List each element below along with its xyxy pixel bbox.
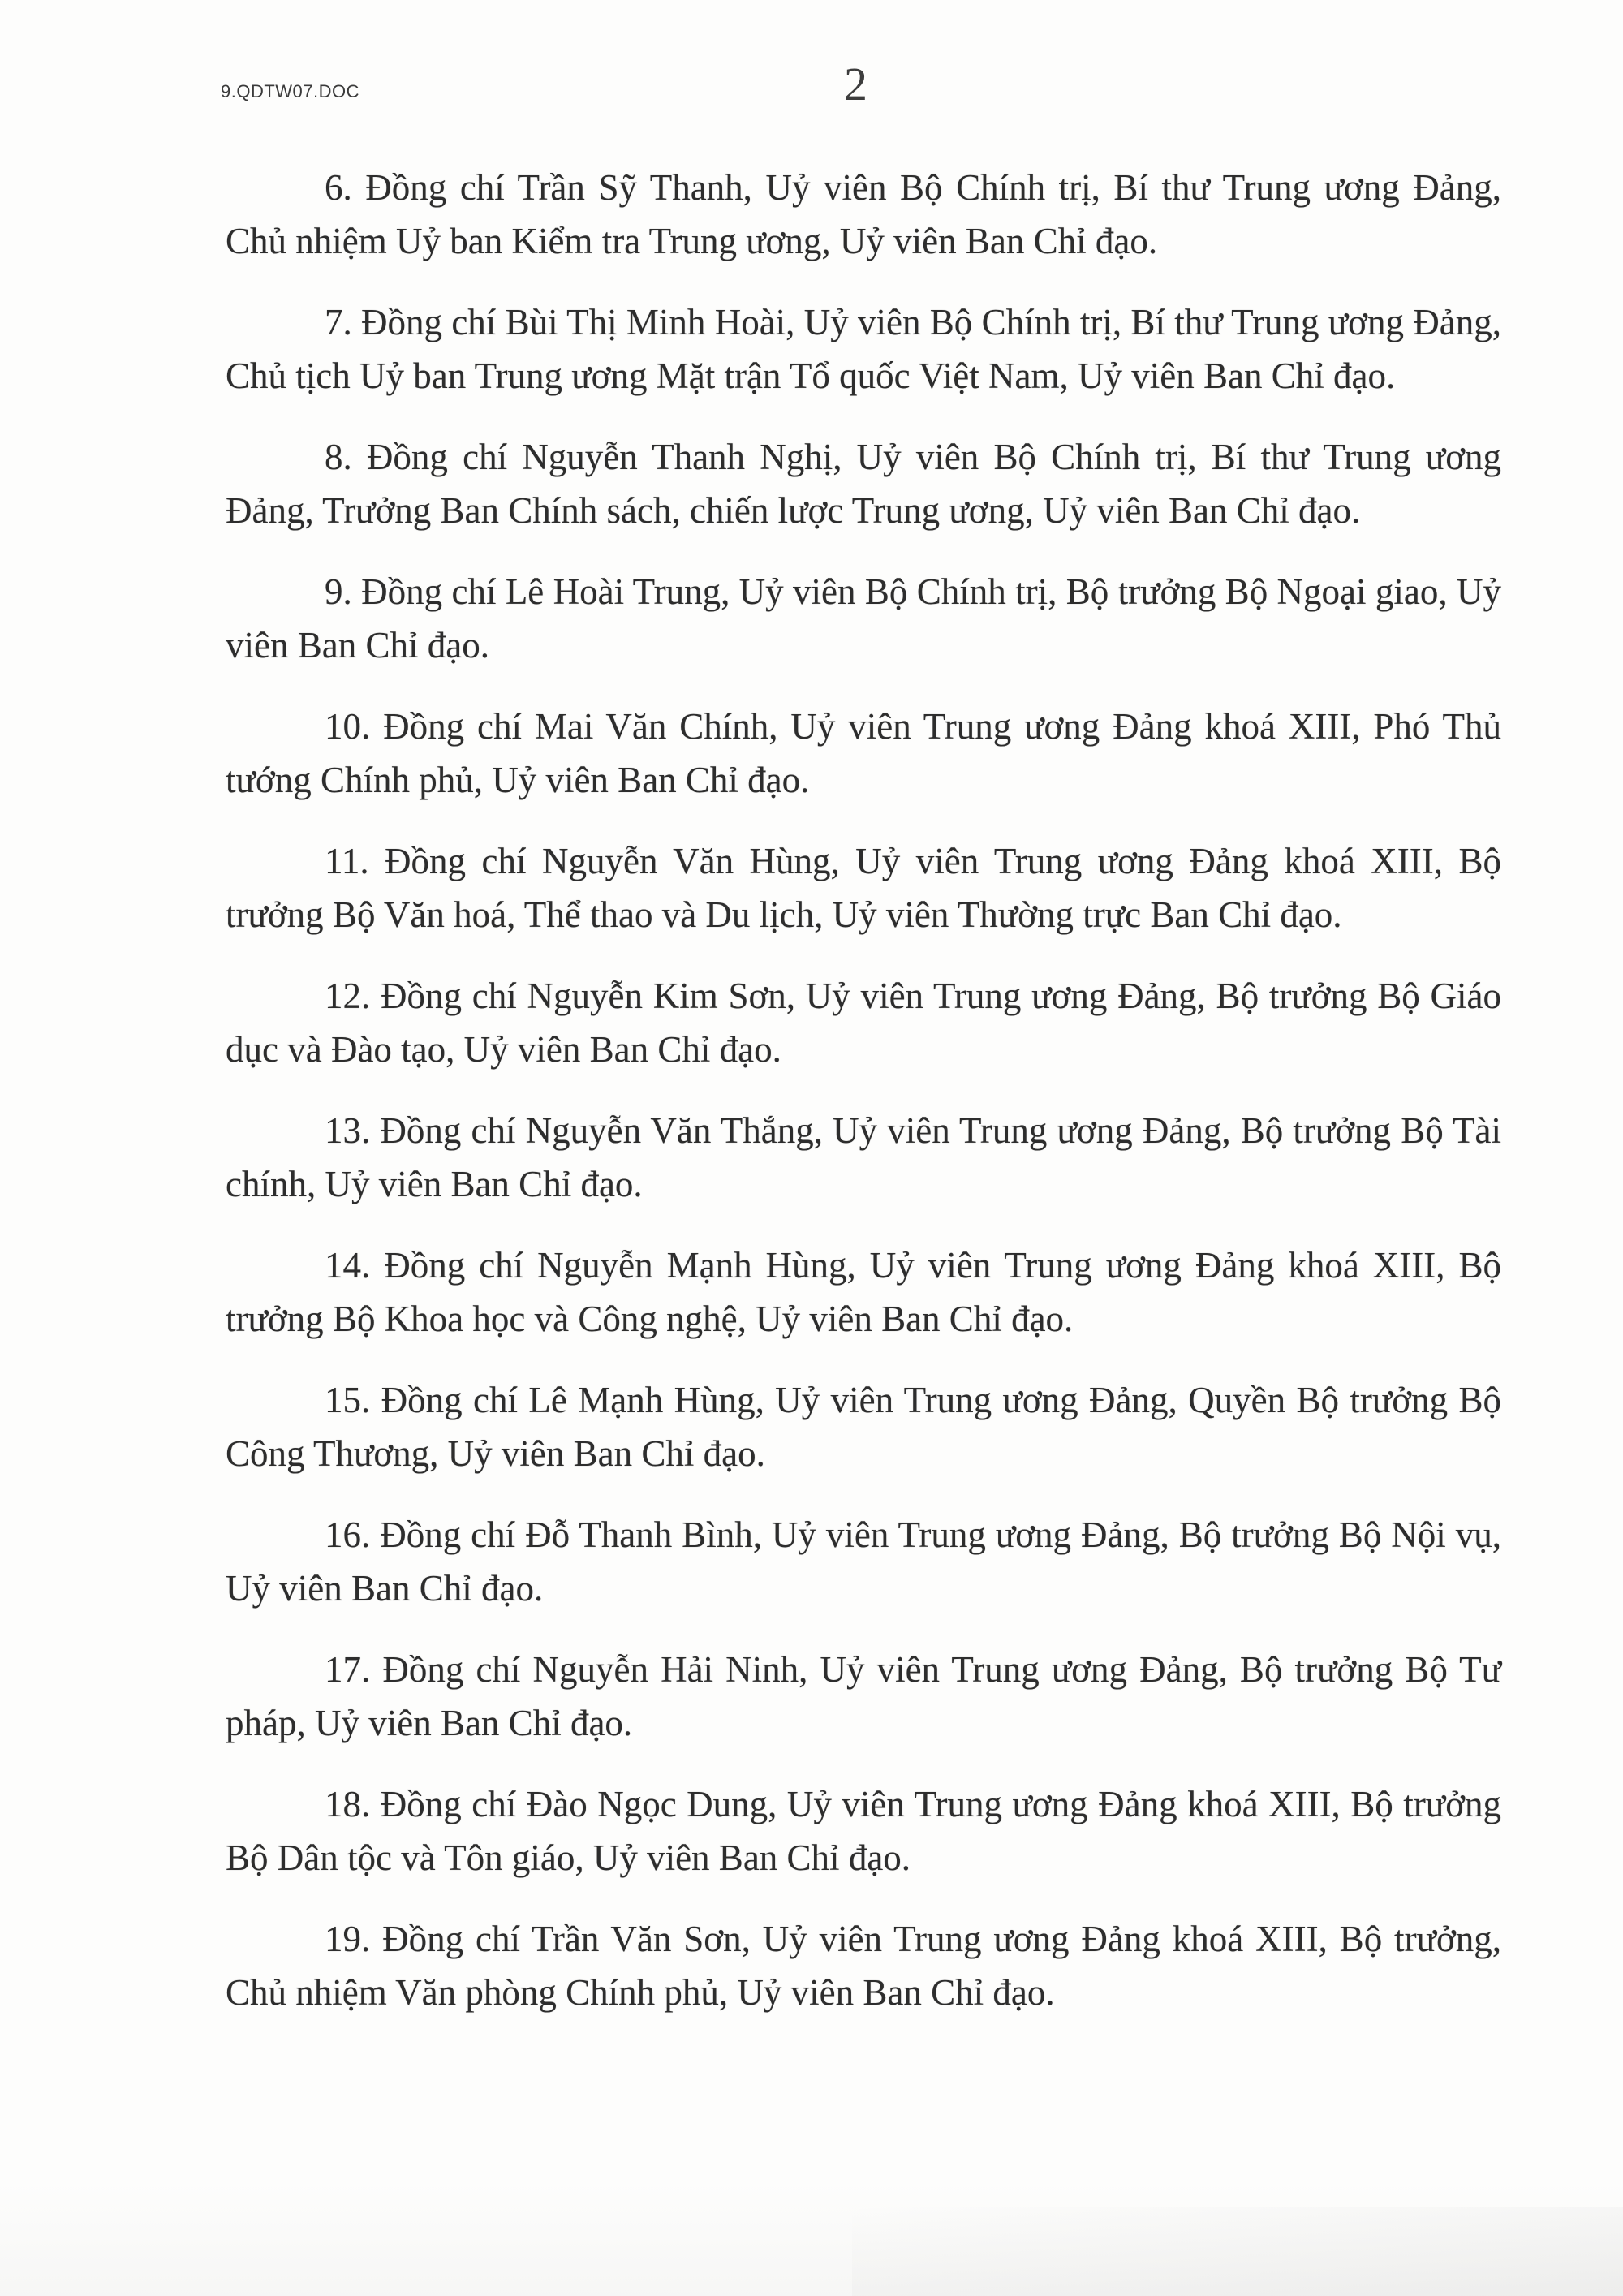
list-item: 12. Đồng chí Nguyễn Kim Sơn, Uỷ viên Trung ương Đảng, Bộ trưởng Bộ Giáo dục và Đào tạo, Uỷ viên Ban Chỉ đạo. — [226, 976, 1501, 1070]
list-item: 13. Đồng chí Nguyễn Văn Thắng, Uỷ viên Trung ương Đảng, Bộ trưởng Bộ Tài chính, Uỷ viên Ban Chỉ đạo. — [226, 1110, 1501, 1204]
list-item: 10. Đồng chí Mai Văn Chính, Uỷ viên Trung ương Đảng khoá XIII, Phó Thủ tướng Chính phủ, Uỷ viên Ban Chỉ đạo. — [226, 706, 1501, 800]
list-item: 15. Đồng chí Lê Mạnh Hùng, Uỷ viên Trung ương Đảng, Quyền Bộ trưởng Bộ Công Thương, Uỷ viên Ban Chỉ đạo. — [226, 1380, 1501, 1474]
list-item: 9. Đồng chí Lê Hoài Trung, Uỷ viên Bộ Chính trị, Bộ trưởng Bộ Ngoại giao, Uỷ viên Ban Chỉ đạo. — [226, 571, 1501, 666]
scan-shadow-artifact — [0, 2182, 1623, 2296]
file-reference-label: 9.QDTW07.DOC — [221, 81, 360, 101]
list-item: 6. Đồng chí Trần Sỹ Thanh, Uỷ viên Bộ Chính trị, Bí thư Trung ương Đảng, Chủ nhiệm Uỷ ban Kiểm tra Trung ương, Uỷ viên Ban Chỉ đạo. — [226, 167, 1501, 261]
list-item: 19. Đồng chí Trần Văn Sơn, Uỷ viên Trung ương Đảng khoá XIII, Bộ trưởng, Chủ nhiệm Văn phòng Chính phủ, Uỷ viên Ban Chỉ đạo. — [226, 1919, 1501, 2013]
list-item: 8. Đồng chí Nguyễn Thanh Nghị, Uỷ viên Bộ Chính trị, Bí thư Trung ương Đảng, Trưởng Ban Chính sách, chiến lược Trung ương, Uỷ viên Ban Chỉ đạo. — [226, 437, 1501, 531]
list-item: 7. Đồng chí Bùi Thị Minh Hoài, Uỷ viên Bộ Chính trị, Bí thư Trung ương Đảng, Chủ tịch Uỷ ban Trung ương Mặt trận Tổ quốc Việt Nam, Uỷ viên Ban Chỉ đạo. — [226, 302, 1501, 396]
page-number: 2 — [844, 58, 867, 110]
list-item: 11. Đồng chí Nguyễn Văn Hùng, Uỷ viên Trung ương Đảng khoá XIII, Bộ trưởng Bộ Văn hoá, Thể thao và Du lịch, Uỷ viên Thường trực Ban Chỉ đạo. — [226, 841, 1501, 935]
list-item: 14. Đồng chí Nguyễn Mạnh Hùng, Uỷ viên Trung ương Đảng khoá XIII, Bộ trưởng Bộ Khoa học và Công nghệ, Uỷ viên Ban Chỉ đạo. — [226, 1245, 1501, 1339]
document-body — [226, 161, 1501, 2047]
list-item: 16. Đồng chí Đỗ Thanh Bình, Uỷ viên Trung ương Đảng, Bộ trưởng Bộ Nội vụ, Uỷ viên Ban Chỉ đạo. — [226, 1514, 1501, 1609]
list-item: 17. Đồng chí Nguyễn Hải Ninh, Uỷ viên Trung ương Đảng, Bộ trưởng Bộ Tư pháp, Uỷ viên Ban Chỉ đạo. — [226, 1649, 1501, 1743]
scan-shadow-artifact-right — [852, 2207, 1623, 2296]
list-item: 18. Đồng chí Đào Ngọc Dung, Uỷ viên Trung ương Đảng khoá XIII, Bộ trưởng Bộ Dân tộc và Tôn giáo, Uỷ viên Ban Chỉ đạo. — [226, 1784, 1501, 1878]
